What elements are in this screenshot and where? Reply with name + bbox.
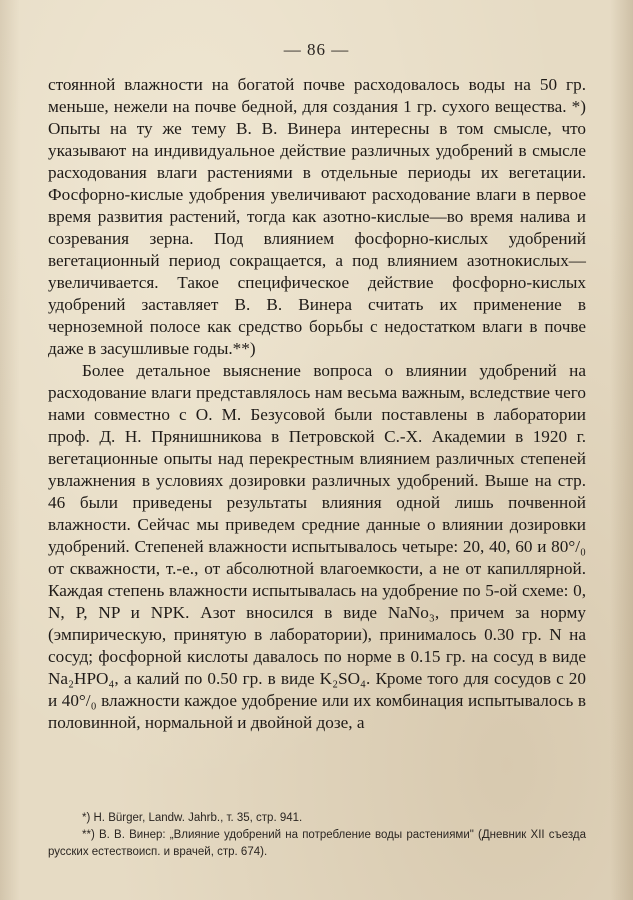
footnotes [48,810,586,861]
body-text [48,74,586,734]
paragraph-fertilizer-experiments: Более детальное выяснение вопроса о влиянии удобрений на расходование влаги представлялось нам весьма важным, вследствие чего нами совместно с О. М. Безусовой были поставлены в лаборатории проф. Д. Н. Прянишникова в Петровской С.-Х. Академии в 1920 г. вегетационные опыты над перекрестным влиянием различных степеней увлажнения в условиях дозировки различных удобрений. Выше на стр. 46 были приведены результаты влияния одной лишь почвенной влажности. Сейчас мы приведем средние данные о влиянии дозировки удобрений. Степеней влажности испытывалось четыре: 20, 40, 60 и 80°/₀ от скважности, т.-е., от абсолютной влагоемкости, а не от капиллярной. Каждая степень влажности испытывалась на удобрение по 5-ой схеме: 0, N, P, NP и NPK. Азот вносился в виде NaNo₃, причем за норму (эмпирическую, принятую в лаборатории), принималось 0.30 гр. N на сосуд; фосфорной кислоты давалось по норме в 0.15 гр. на сосуд в виде Na₂HPO₄, а калий по 0.50 гр. в виде K₂SO₄. Кроме того для сосудов с 20 и 40°/₀ влажности каждое удобрение или их комбинация испытывалось в половинной, нормальной и двойной дозе, а [48,361,586,732]
footnote-1: *) H. Bürger, Landw. Jahrb., т. 35, стр. 941. [82,812,303,824]
paragraph-continuation: стоянной влажности на богатой почве расходовалось воды на 50 гр. меньше, нежели на почве бедной, для создания 1 гр. сухого вещества. *) Опыты на ту же тему В. В. Винера интересны в том смысле, что указывают на индивидуальное действие различных удобрений в смысле расходования влаги растениями в отдельные периоды их вегетации. Фосфорно-кислые удобрения увеличивают расходование влаги в первое время развития растений, тогда как азотно-кислые—во время налива и созревания зерна. Под влиянием фосфорно-кислых удобрений вегетационный период сокращается, а под влиянием азотнокислых—увеличивается. Такое специфическое действие фосфорно-кислых удобрений заставляет В. В. Винера считать их применение в черноземной полосе как средство борьбы с недостатком влаги в почве даже в засушливые годы.**) [48,75,586,358]
footnote-2: **) В. В. Винер: „Влияние удобрений на потребление воды растениями" (Дневник XII съезда русских естествоисп. и врачей, стр. 674). [48,829,586,858]
page-number: — 86 — [283,40,350,59]
